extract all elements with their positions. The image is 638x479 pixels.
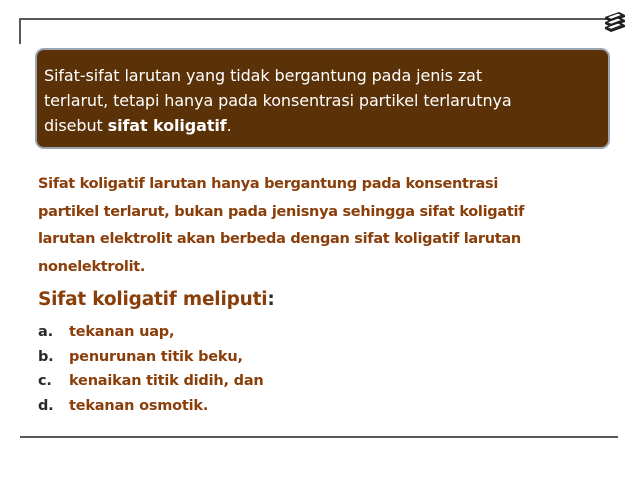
list-item-text: tekanan osmotik. xyxy=(69,397,209,414)
books-icon xyxy=(602,9,628,35)
callout-line-2: terlarut, tetapi hanya pada konsentrasi partikel terlarutnya xyxy=(44,91,512,110)
list-heading-text: Sifat koligatif meliputi xyxy=(38,289,268,310)
definition-callout xyxy=(35,48,610,149)
list-heading xyxy=(38,287,275,313)
list-item xyxy=(38,320,264,345)
callout-line-1: Sifat-sifat larutan yang tidak bergantung pada jenis zat xyxy=(44,66,483,85)
explanation-paragraph xyxy=(38,171,613,281)
list-item-marker: c. xyxy=(38,373,52,389)
frame-left-tick xyxy=(19,18,21,44)
list-item-text: tekanan uap, xyxy=(69,324,175,340)
paragraph-line-4: nonelektrolit. xyxy=(38,258,146,275)
callout-emphasis-term: sifat koligatif xyxy=(107,116,227,135)
list-item xyxy=(38,394,264,419)
list-item-marker: a. xyxy=(38,324,53,340)
list-item-marker: b. xyxy=(38,348,54,365)
paragraph-line-1: Sifat koligatif larutan hanya bergantung pada konsentrasi xyxy=(38,176,499,192)
list-item-marker: d. xyxy=(38,397,54,414)
frame-top-rule xyxy=(20,18,618,20)
paragraph-line-3: larutan elektrolit akan berbeda dengan sifat koligatif larutan xyxy=(38,231,521,247)
list-heading-colon: : xyxy=(267,289,275,310)
callout-line-3 xyxy=(44,113,598,138)
list-item xyxy=(38,369,264,394)
paragraph-line-2: partikel terlarut, bukan pada jenisnya sehingga sifat koligatif xyxy=(38,203,525,220)
list-item-text: penurunan titik beku, xyxy=(69,348,243,365)
callout-line-3-suffix: . xyxy=(226,116,232,135)
frame-bottom-rule xyxy=(20,436,618,438)
list-item-text: kenaikan titik didih, dan xyxy=(69,373,264,389)
colligative-properties-list xyxy=(38,320,264,418)
callout-line-3-prefix: disebut xyxy=(44,116,108,135)
list-item xyxy=(38,345,264,370)
